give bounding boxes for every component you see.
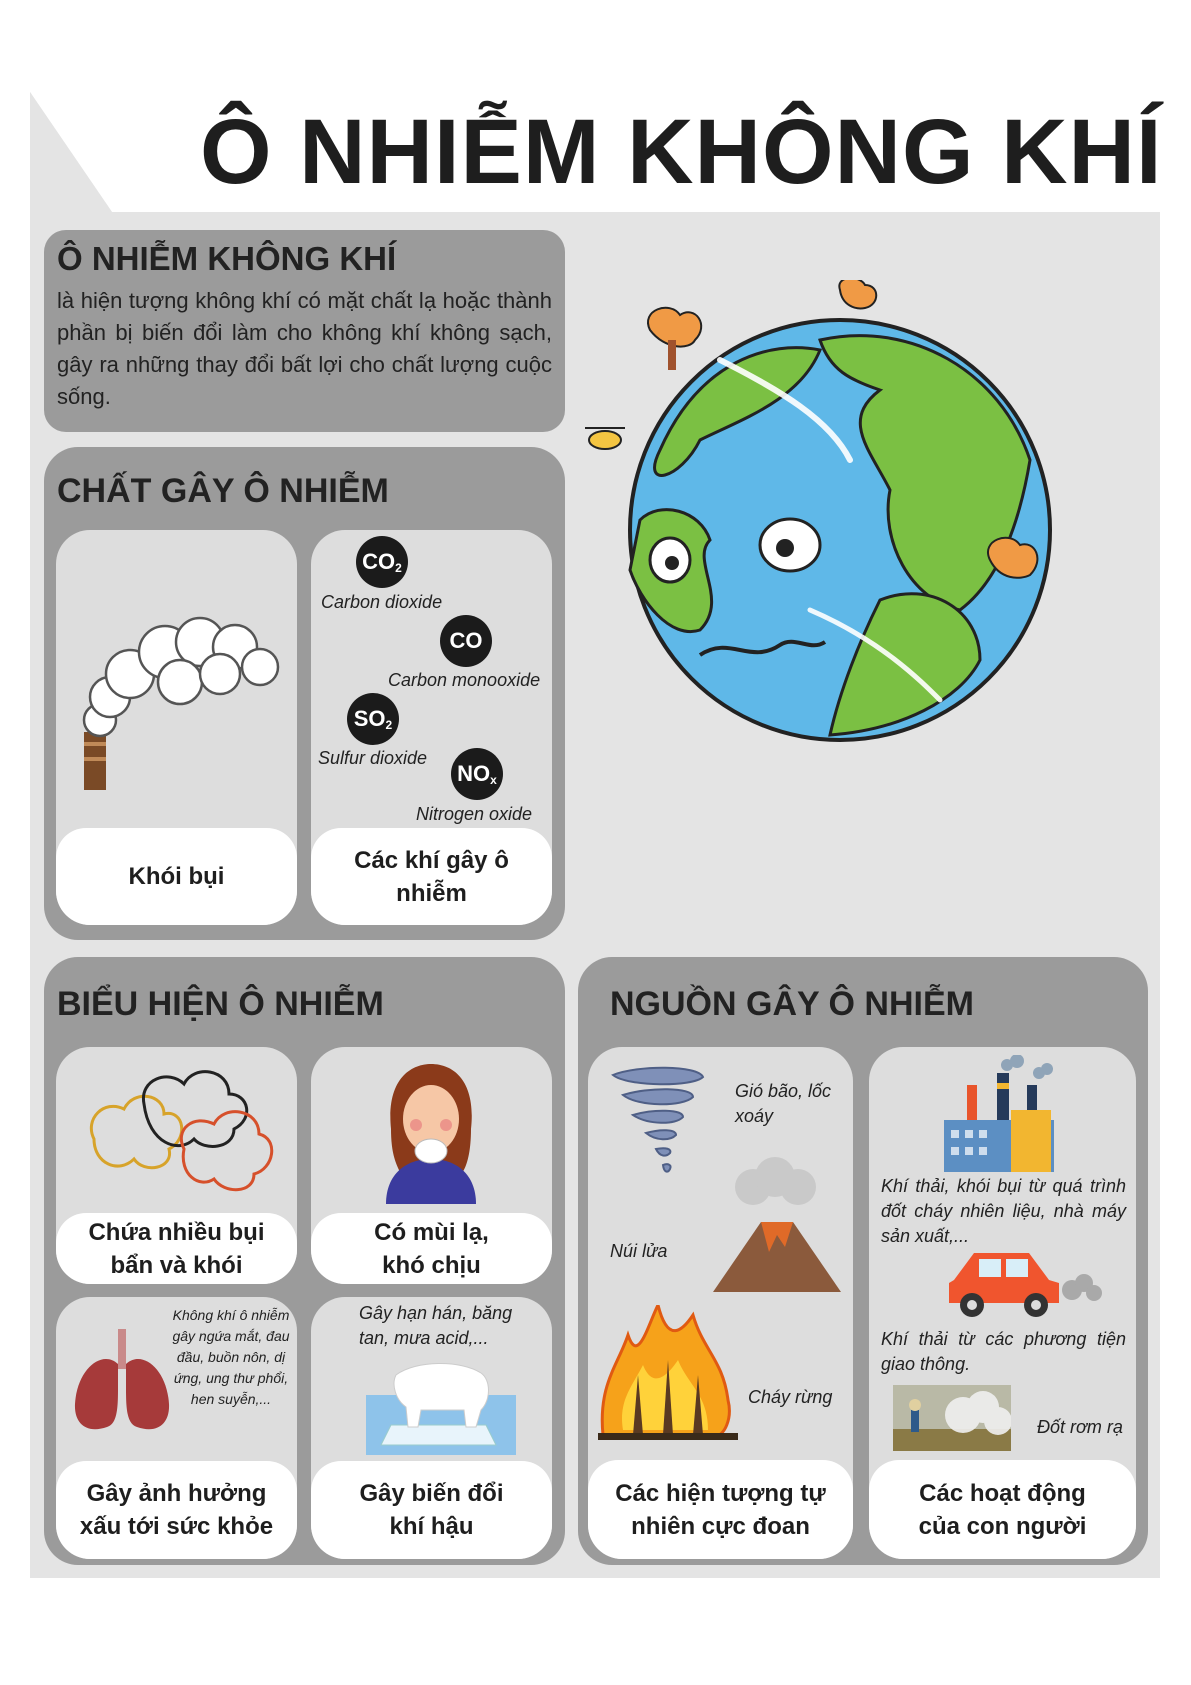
polluted-earth-illustration	[580, 280, 1120, 790]
co2-icon: CO $_2$	[356, 536, 408, 588]
health-label: Gây ảnh hưởng xấu tới sức khỏe	[56, 1461, 297, 1559]
dust-card	[56, 1047, 297, 1284]
volcano-icon	[713, 1157, 843, 1297]
natural-sources-label: Các hiện tượng tự nhiên cực đoan	[588, 1460, 853, 1559]
volcano-note: Núi lửa	[610, 1241, 668, 1261]
odor-card	[311, 1047, 552, 1284]
climate-label: Gây biến đổi khí hậu	[311, 1461, 552, 1559]
smoke-card	[56, 530, 297, 925]
page-title: Ô NHIỄM KHÔNG KHÍ	[200, 101, 1163, 203]
natural-sources-card	[588, 1047, 853, 1559]
gas-name-co: Carbon monooxide	[388, 670, 541, 690]
so2-icon: SO $_2$	[347, 693, 399, 745]
health-note: Không khí ô nhiễm gây ngứa mắt, đau đầu, buồn nôn, dị ứng, ung thư phổi, hen suyễn,...	[172, 1307, 290, 1407]
traffic-emission-note: Khí thải từ các phương tiện giao thông.	[881, 1329, 1126, 1374]
storm-note: Gió bão, lốc xoáy	[735, 1081, 832, 1126]
sneezing-woman-icon	[371, 1059, 491, 1204]
car-exhaust-icon	[944, 1245, 1104, 1320]
polar-bear-icon	[366, 1355, 516, 1455]
factory-smoke-icon	[70, 602, 280, 792]
wildfire-note: Cháy rừng	[748, 1387, 833, 1407]
gas-name-co2: Carbon dioxide	[321, 592, 443, 612]
forest-fire-icon	[598, 1305, 738, 1440]
climate-note: Gây hạn hán, băng tan, mưa acid,...	[359, 1303, 513, 1348]
fuel-emission-note: Khí thải, khói bụi từ quá trình đốt cháy nhiên liệu, nhà máy sản xuất,...	[881, 1176, 1126, 1246]
co-icon: CO	[440, 615, 492, 667]
definition-text: là hiện tượng không khí có mặt chất lạ hoặc thành phần bị biến đổi làm cho không khí không sạch, gây ra những thay đổi bất lợi cho chất lượng cuộc sống.	[57, 288, 552, 409]
dust-label: Chứa nhiều bụi bẩn và khói	[56, 1213, 297, 1284]
gas-name-nox: Nitrogen oxide	[416, 804, 533, 824]
definition-heading: Ô NHIỄM KHÔNG KHÍ	[57, 240, 397, 277]
straw-burning-note: Đốt rơm rạ	[1037, 1417, 1123, 1437]
helicopter-icon	[585, 428, 625, 449]
human-sources-card	[869, 1047, 1136, 1559]
gases-label: Các khí gây ô nhiễm	[311, 828, 552, 925]
lungs-icon	[72, 1329, 172, 1434]
dust-cloud-icon	[74, 1059, 279, 1199]
climate-card	[311, 1297, 552, 1559]
burning-straw-photo	[893, 1385, 1011, 1451]
symptoms-heading: BIỂU HIỆN Ô NHIỄM	[57, 985, 384, 1023]
factory-icon	[939, 1055, 1059, 1175]
pollutants-heading: CHẤT GÂY Ô NHIỄM	[57, 472, 389, 510]
odor-label: Có mùi lạ, khó chịu	[311, 1213, 552, 1284]
tornado-icon	[608, 1065, 708, 1185]
smoke-label: Khói bụi	[56, 828, 297, 925]
earth-icon	[630, 320, 1050, 740]
nox-icon: NO $_x$	[451, 748, 503, 800]
gases-card	[311, 530, 552, 925]
sources-heading: NGUỒN GÂY Ô NHIỄM	[610, 985, 974, 1023]
human-sources-label: Các hoạt động của con người	[869, 1460, 1136, 1559]
health-card	[56, 1297, 297, 1559]
gas-name-so2: Sulfur dioxide	[318, 748, 428, 768]
